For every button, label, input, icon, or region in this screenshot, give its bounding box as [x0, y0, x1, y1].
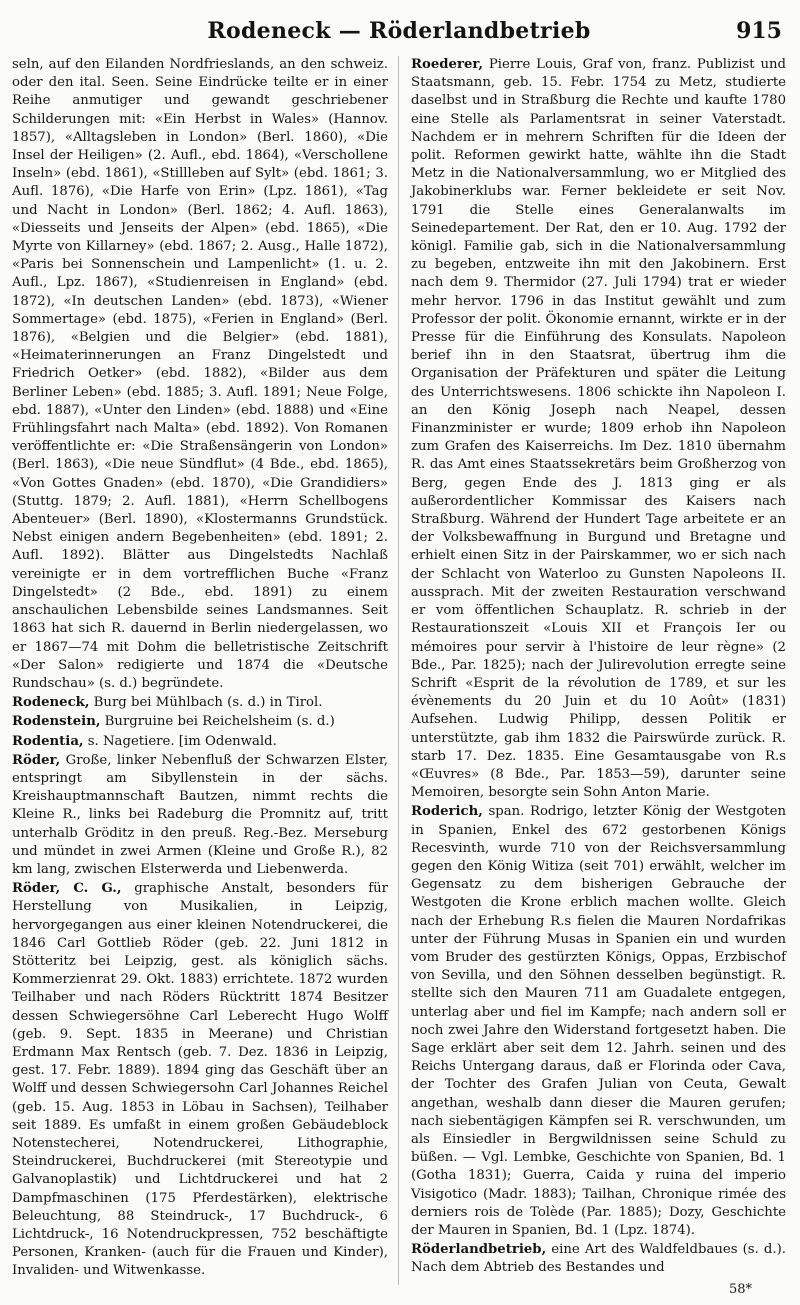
entry-paragraph — [411, 803, 786, 1240]
dictionary-entry — [12, 694, 388, 712]
entry-lemma: Röderlandbetrieb, — [411, 1242, 547, 1258]
entry-paragraph — [12, 56, 388, 693]
entry-lemma: Roederer, — [411, 57, 484, 72]
page-number: 915 — [736, 18, 782, 44]
running-head: Rodeneck — Röderlandbetrieb — [207, 18, 591, 44]
entry-lemma: Rodenstein, — [12, 714, 101, 730]
entry-lemma: Röder, — [12, 752, 61, 768]
entry-text: Burgruine bei Reichelsheim (s. d.) — [100, 714, 335, 730]
entry-paragraph — [12, 713, 388, 731]
entry-text: s. Nagetiere. [im Odenwald. — [83, 733, 277, 749]
left-column — [12, 56, 399, 1285]
entry-text: eine Art des Waldfeldbaues (s. d.). Nach dem Abtrieb des Bestandes und — [411, 1242, 786, 1276]
entry-paragraph — [12, 733, 388, 751]
dictionary-entry — [12, 733, 388, 751]
entry-text: span. Rodrigo, letzter König der Westgoten in Spanien, Enkel des 672 gestorbenen Königs Recesvinth, wurde 710 von der Reichsversammlung gegen den König Witiza (seit 701) erwählt, welcher im Gegensatz zu dem bisherigen Gebrauche der Westgoten die Krone erblich machen wollte. Gleich nach der Erhebung R.s fielen die Mauren Nordafrikas unter der Führung Musas in Spanien ein und wurden vom Bruder des gestürzten Königs, Oppas, Erzbischof von Sevilla, und den Söhnen desselben begünstigt. R. stellte sich den Mauren 711 am Guadalete entgegen, unterlag aber und fiel im Kampfe; nach andern soll er noch zwei Jahre den Widerstand fortgesetzt haben. Die Sage erklärt aber seit dem 12. Jahrh. seinen und des Reichs Untergang daraus, daß er Florinda oder Cava, der Tochter des Grafen Julian von Ceuta, Gewalt angethan, weshalb dann dieser die Mauren gerufen; nach siebentägigen Kämpfen sei R. verschwunden, um als Einsiedler in Bergwildnissen seine Schuld zu büßen. — Vgl. Lembke, Geschichte von Spanien, Bd. 1 (Gotha 1831); Guerra, Caida y ruina del imperio Visigotico (Madr. 1883); Tailhan, Chronique rimée des derniers rois de Tolède (Par. 1885); Dozy, Geschichte der Mauren in Spanien, Bd. 1 (Lpz. 1874). — [411, 804, 786, 1238]
entry-lemma: Rodentia, — [12, 733, 84, 749]
entry-paragraph — [411, 56, 786, 802]
dictionary-entry — [411, 803, 786, 1240]
dictionary-entry — [411, 56, 786, 802]
dictionary-entry — [12, 56, 388, 693]
two-column-body — [12, 56, 786, 1285]
entry-text: Burg bei Mühlbach (s. d.) in Tirol. — [89, 695, 323, 711]
page-header — [12, 8, 786, 56]
entry-text: graphische Anstalt, besonders für Herstellung von Musikalien, in Leipzig, hervorgegangen aus einer kleinen Notendruckerei, die 1846 Carl Gottlieb Röder (geb. 22. Juni 1812 in Stötteritz bei Leipzig, gest. als königlich sächs. Kommerzienrat 29. Okt. 1883) errichtete. 1872 wurden Teilhaber und nach Röders Rücktritt 1874 Besitzer dessen Schwiegersöhne Carl Leberecht Hugo Wolff (geb. 9. Sept. 1835 in Meerane) und Christian Erdmann Max Rentsch (geb. 7. Dez. 1836 in Leipzig, gest. 17. Febr. 1889). 1894 ging das Geschäft über an Wolff und dessen Schwiegersohn Carl Johannes Reichel (geb. 15. Aug. 1853 in Löbau in Sachsen), Teilhaber seit 1889. Es umfaßt in einem großen Gebäudeblock Notenstecherei, Notendruckerei, Lithographie, Steindruckerei, Buchdruckerei (mit Stereotypie und Galvanoplastik) und Lichtdruckerei und hat 2 Dampfmaschinen (175 Pferdestärken), elektrische Beleuchtung, 88 Steindruck-, 17 Buchdruck-, 6 Lichtdruck-, 16 Notendruckpressen, 752 beschäftigte Personen, Kranken- (auch für die Frauen und Kinder), Invaliden- und Witwenkasse. — [12, 881, 388, 1279]
dictionary-entry — [12, 752, 388, 879]
entry-text: Große, linker Nebenfluß der Schwarzen Elster, entspringt am Sibyllenstein in der sächs. Kreishauptmannschaft Bautzen, nimmt rechts die Kleine R., links bei Radeburg die Promnitz auf, tritt unterhalb Gröditz in den preuß. Reg.-Bez. Merseburg und mündet in zwei Armen (Kleine und Große R.), 82 km lang, zwischen Elsterwerda und Liebenwerda. — [12, 752, 388, 877]
entry-paragraph — [411, 1241, 786, 1277]
right-column — [399, 56, 786, 1285]
entry-paragraph — [12, 694, 388, 712]
dictionary-entry — [411, 1241, 786, 1277]
entry-paragraph — [12, 752, 388, 879]
entry-text: seln, auf den Eilanden Nordfrieslands, an den schweiz. oder den ital. Seen. Seine Eindrücke teilte er in einer Reihe anmutiger und gewandt geschriebener Schilderungen mit: «Ein Herbst in Wales» (Hannov. 1857), «Alltagsleben in London» (Berl. 1860), «Die Insel der Heiligen» (2. Aufl., ebd. 1864), «Verschollene Inseln» (ebd. 1861), «Stillleben auf Sylt» (ebd. 1861; 3. Aufl. 1876), «Die Harfe von Erin» (Lpz. 1861), «Tag und Nacht in London» (Berl. 1862; 4. Aufl. 1863), «Diesseits und Jenseits der Alpen» (ebd. 1865), «Die Myrte von Killarney» (ebd. 1867; 2. Ausg., Halle 1872), «Paris bei Sonnenschein und Lampenlicht» (1. u. 2. Aufl., Lpz. 1867), «Studienreisen in England» (ebd. 1872), «In deutschen Landen» (ebd. 1873), «Wiener Sommertage» (ebd. 1875), «Ferien in England» (Berl. 1876), «Belgien und die Belgier» (ebd. 1881), «Heimaterinnerungen an Franz Dingelstedt und Friedrich Oetker» (ebd. 1882), «Bilder aus dem Berliner Leben» (ebd. 1885; 3. Aufl. 1891; Neue Folge, ebd. 1887), «Unter den Linden» (ebd. 1888) und «Eine Frühlingsfahrt nach Malta» (ebd. 1892). Von Romanen veröffentlichte er: «Die Straßensängerin von London» (Berl. 1863), «Die neue Sündflut» (4 Bde., ebd. 1865), «Von Gottes Gnaden» (ebd. 1870), «Die Grandidiers» (Stuttg. 1879; 2. Aufl. 1881), «Herrn Schellbogens Abenteuer» (Berl. 1890), «Klostermanns Grundstück. Nebst einigen andern Begebenheiten» (ebd. 1891; 2. Aufl. 1892). Blätter aus Dingelstedts Nachlaß vereinigte er in dem vortrefflichen Buche «Franz Dingelstedt» (2 Bde., ebd. 1891) zu einem anschaulichen Lebensbilde seines Landsmannes. Seit 1863 hat sich R. dauernd in Berlin niedergelassen, wo er 1867—74 mit Dohm die belletristische Zeitschrift «Der Salon» redigierte und 1874 die «Deutsche Rundschau» (s. d.) begründete. — [12, 57, 388, 691]
entry-lemma: Röder, C. G., — [12, 881, 122, 897]
entry-lemma: Rodeneck, — [12, 695, 90, 711]
entry-text: Pierre Louis, Graf von, franz. Publizist und Staatsmann, geb. 15. Febr. 1754 zu Metz, studierte daselbst und in Straßburg die Rechte und kaufte 1780 eine Stelle als Parlamentsrat in seiner Vaterstadt. Nachdem er in mehrern Schriften für die Ideen der polit. Reformen gewirkt hatte, wählte ihn die Stadt Metz in die Nationalversammlung, wo er Mitglied des Jakobinerklubs war. Ferner bekleidete er seit Nov. 1791 die Stelle eines Generalanwalts im Seinedepartement. Der Rat, den er 10. Aug. 1792 der königl. Familie gab, sich in die Nationalversammlung zu begeben, entzweite ihn mit den Jakobinern. Erst nach dem 9. Thermidor (27. Juli 1794) trat er wieder mehr hervor. 1796 in das Institut gewählt und zum Professor der polit. Ökonomie ernannt, wirkte er in der Presse für die Einführung des Konsulats. Napoleon berief ihn in den Staatsrat, übertrug ihm die Organisation der Präfekturen und später die Leitung des Unterrichtswesens. 1806 schickte ihn Napoleon I. an den König Joseph nach Neapel, dessen Finanzminister er wurde; 1809 erhob ihn Napoleon zum Grafen des Kaiserreichs. Im Dez. 1810 übernahm R. das Amt eines Staatssekretärs beim Großherzog von Berg, gegen Ende des J. 1813 ging er als außerordentlicher Kommissar des Kaisers nach Straßburg. Während der Hundert Tage arbeitete er an der Volksbewaffnung in Burgund und Bretagne und erhielt einen Sitz in der Pairskammer, wo er sich nach der Schlacht von Waterloo zu Gunsten Napoleons II. aussprach. Mit der zweiten Restauration verschwand er vom öffentlichen Schauplatz. R. schrieb in der Restaurationszeit «Louis XII et François Ier ou mémoires pour servir à l'histoire de leur règne» (2 Bde., Par. 1825); nach der Julirevolution erregte seine Schrift «Esprit de la révolution de 1789, et sur les évènements du 20 Juin et du 10 Août» (1831) Aufsehen. Ludwig Philipp, dessen Politik er unterstützte, gab ihm 1832 die Pairswürde zurück. R. starb 17. Dez. 1835. Eine Gesamtausgabe von R.s «Œuvres» (8 Bde., Par. 1853—59), darunter seine Memoiren, besorgte sein Sohn Anton Marie. — [411, 57, 786, 801]
entry-paragraph — [12, 880, 388, 1280]
signature-mark: 58* — [728, 1282, 752, 1297]
dictionary-entry — [12, 713, 388, 731]
dictionary-entry — [12, 880, 388, 1280]
entry-lemma: Roderich, — [411, 804, 483, 820]
